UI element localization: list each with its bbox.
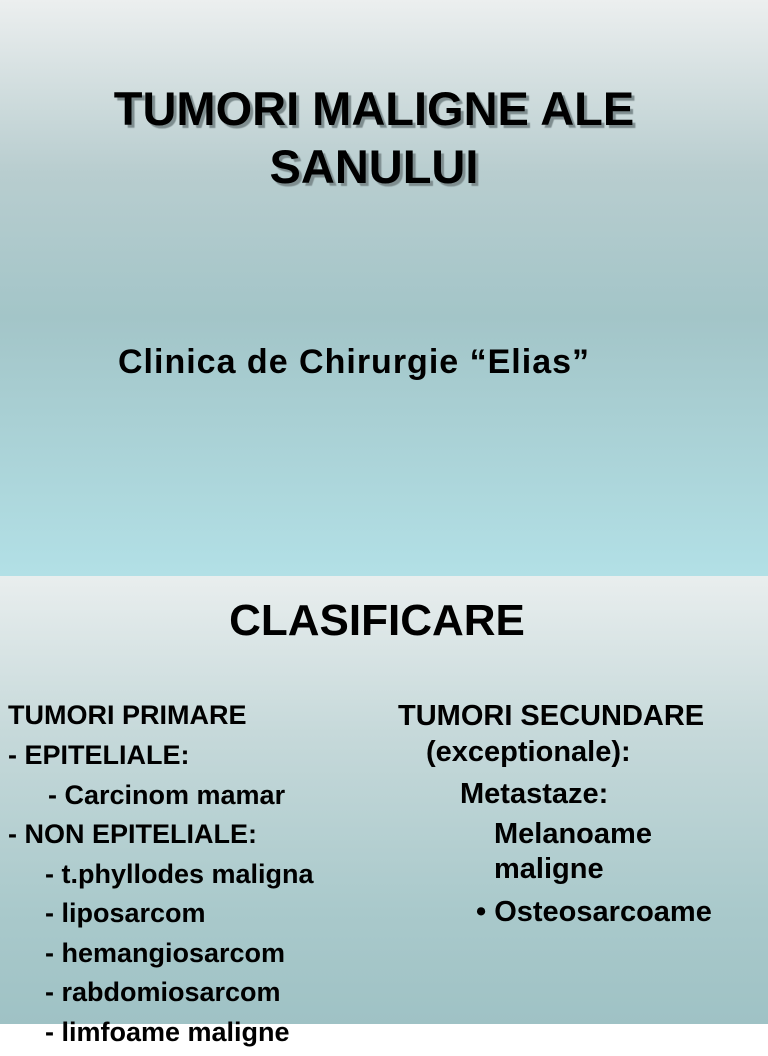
list-item: - t.phyllodes maligna [8, 859, 314, 899]
list-item: - limfoame maligne [8, 1017, 314, 1056]
secondary-tumors-heading: TUMORI SECUNDARE [398, 700, 704, 733]
list-item: - Carcinom mamar [8, 780, 314, 820]
metastases-heading: Metastaze: [460, 778, 608, 811]
primary-tumors-heading: TUMORI PRIMARE [8, 700, 314, 740]
slide-title [0, 80, 748, 196]
list-item: - liposarcom [8, 898, 314, 938]
list-item: - rabdomiosarcom [8, 977, 314, 1017]
slide-subtitle: Clinica de Chirurgie “Elias” [118, 343, 590, 382]
secondary-tumors-qualifier: (exceptionale): [426, 736, 631, 769]
classification-title: CLASIFICARE [0, 596, 754, 646]
slide-title-line-1: TUMORI MALIGNE ALE [0, 80, 748, 138]
slide-title-line-2: SANULUI [0, 138, 748, 196]
primary-tumors-column [8, 700, 314, 1056]
epithelial-heading: - EPITELIALE: [8, 740, 314, 780]
list-item: - hemangiosarcom [8, 938, 314, 978]
non-epithelial-heading: - NON EPITELIALE: [8, 819, 314, 859]
list-item-continuation: maligne [494, 853, 604, 886]
list-item: Melanoame [494, 818, 652, 851]
list-item: • Osteosarcoame [476, 896, 712, 929]
